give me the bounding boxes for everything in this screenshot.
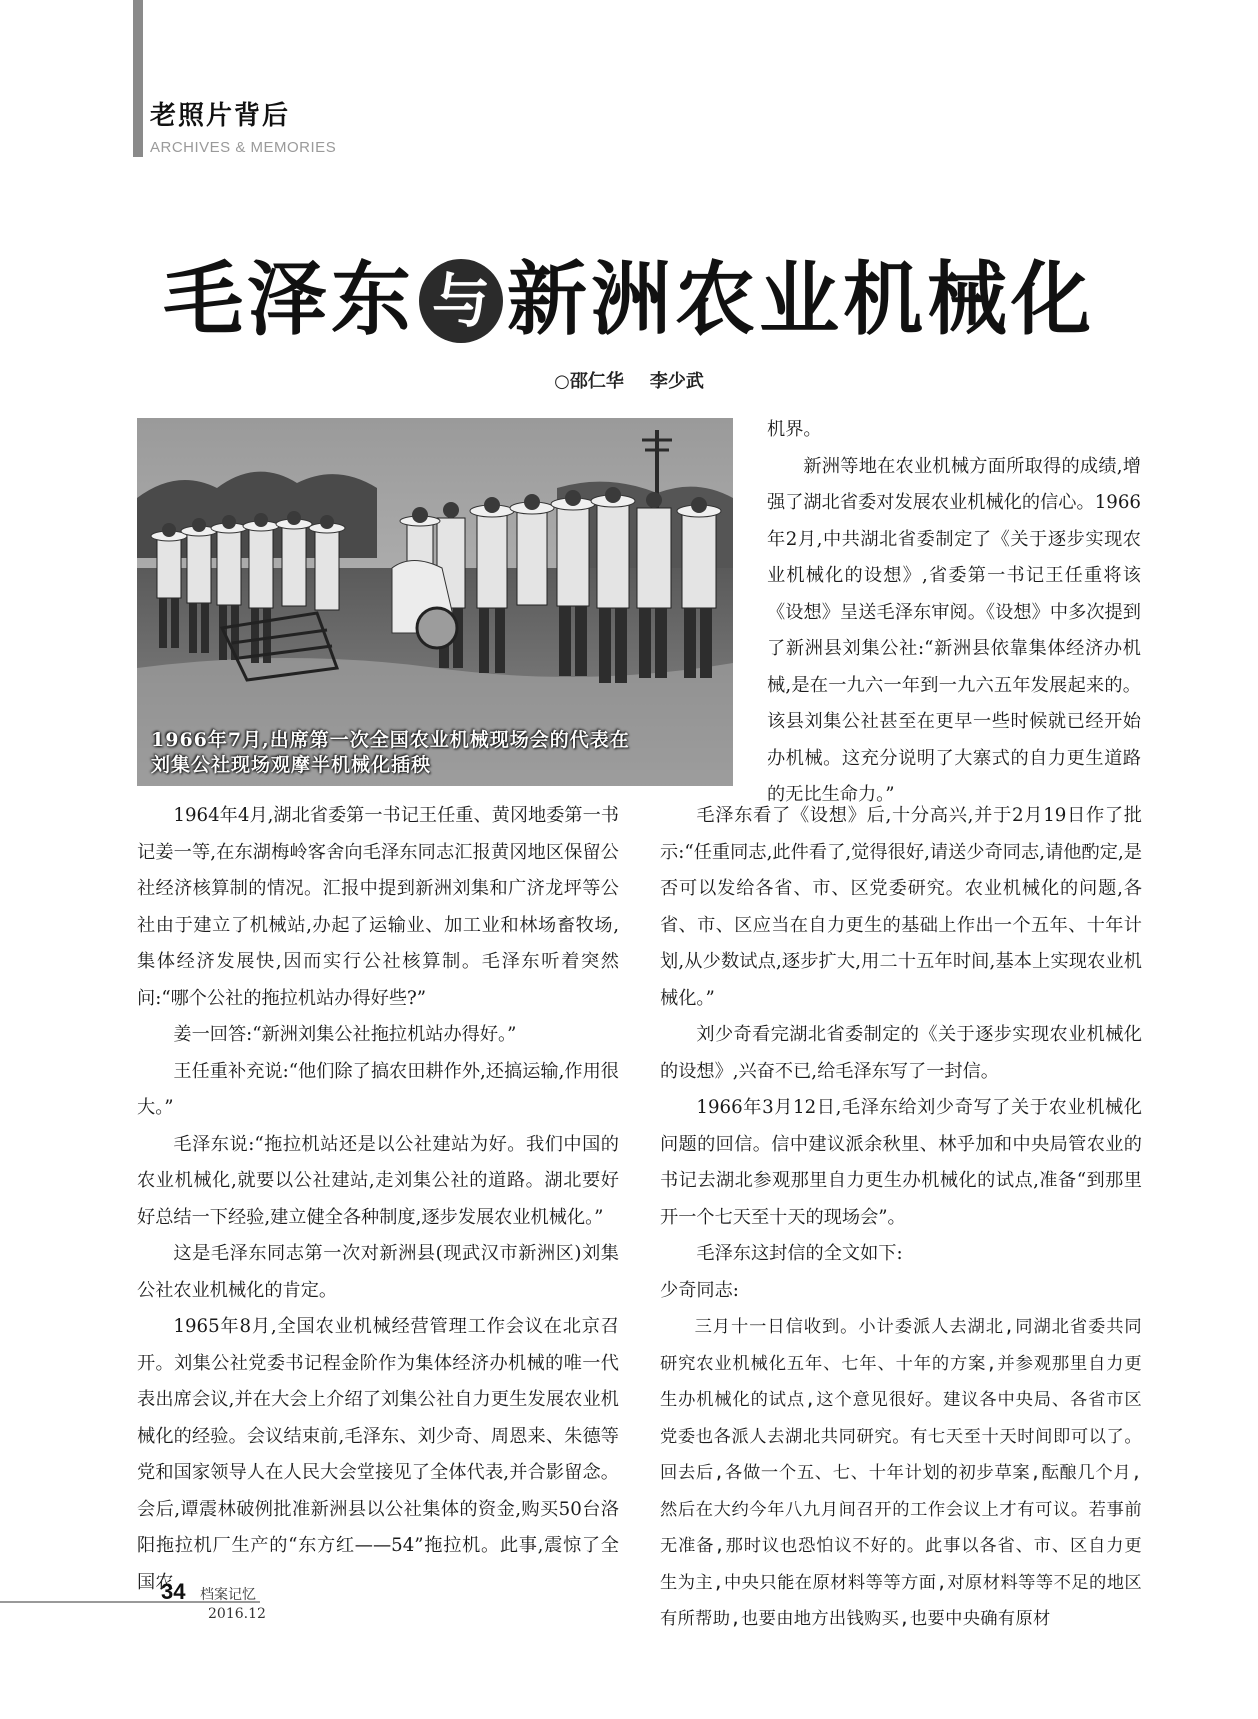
title-part2: 新洲农业机械化 <box>507 253 1095 346</box>
body-paragraph: 刘少奇看完湖北省委制定的《关于逐步实现农业机械化的设想》,兴奋不已,给毛泽东写了一封信。 <box>660 1024 1142 1082</box>
photo-caption <box>137 728 733 778</box>
page-number: 34 <box>161 1579 186 1604</box>
body-paragraph: 毛泽东看了《设想》后,十分高兴,并于2月19日作了批示:“任重同志,此件看了,觉得很好,请送少奇同志,请他酌定,是否可以发给各省、市、区党委研究。农业机械化的问题,各省、市、区应当在自力更生的基础上作出一个五年、十年计划,从少数试点,逐步扩大,用二十五年时间,基本上实现农业机械化。” <box>660 805 1142 1009</box>
left-column <box>137 798 619 1601</box>
body-paragraph: 1965年8月,全国农业机械经营管理工作会议在北京召开。刘集公社党委书记程金阶作为集体经济办机械的唯一代表出席会议,并在大会上介绍了刘集公社自力更生发展农业机械化的经验。会议结束前,毛泽东、刘少奇、周恩来、朱德等党和国家领导人在人民大会堂接见了全体代表,并合影留念。会后,谭震林破例批准新洲县以公社集体的资金,购买50台洛阳拖拉机厂生产的“东方红——54”拖拉机。此事,震惊了全国农 <box>137 1316 619 1593</box>
body-paragraph: 王任重补充说:“他们除了搞农田耕作外,还搞运输,作用很大。” <box>137 1060 619 1118</box>
continuation-text: 机界。 <box>767 419 822 440</box>
author-1: 邵仁华 <box>569 371 624 392</box>
author-2: 李少武 <box>649 371 704 392</box>
article-authors <box>0 367 1258 393</box>
caption-line-1: 1966年7月,出席第一次全国农业机械现场会的代表在 <box>151 729 630 751</box>
body-paragraph: 姜一回答:“新洲刘集公社拖拉机站办得好。” <box>173 1024 517 1045</box>
section-gutter-bar <box>133 0 143 157</box>
right-column <box>660 798 1142 1638</box>
body-paragraph: 这是毛泽东同志第一次对新洲县(现武汉市新洲区)刘集公社农业机械化的肯定。 <box>137 1243 619 1301</box>
body-paragraph: 1966年3月12日,毛泽东给刘少奇写了关于农业机械化问题的回信。信中建议派余秋里、林乎加和中央局管农业的书记去湖北参观那里自力更生办机械化的试点,准备“到那里开一个七天至十天的现场会”。 <box>660 1097 1142 1228</box>
section-subtitle: ARCHIVES & MEMORIES <box>150 139 337 156</box>
issue-date: 2016.12 <box>208 1606 266 1622</box>
author-marker: ○ <box>554 371 570 392</box>
body-paragraph: 1964年4月,湖北省委第一书记王任重、黄冈地委第一书记姜一等,在东湖梅岭客舍向毛泽东同志汇报黄冈地区保留公社经济核算制的情况。汇报中提到新洲刘集和广济龙坪等公社由于建立了机械站,办起了运输业、加工业和林场畜牧场,集体经济发展快,因而实行公社核算制。毛泽东听着突然问:“哪个公社的拖拉机站办得好些?” <box>137 805 619 1009</box>
body-paragraph: 毛泽东这封信的全文如下: <box>696 1243 903 1264</box>
letter-body: 三月十一日信收到。小计委派人去湖北,同湖北省委共同研究农业机械化五年、七年、十年的方案,并参观那里自力更生办机械化的试点,这个意见很好。建议各中央局、各省市区党委也各派人去湖北共同研究。有七天至十天时间即可以了。回去后,各做一个五、七、十年计划的初步草案,酝酿几个月,然后在大约今年八九月间召开的工作会议上才有可议。若事前无准备,那时议也恐怕议不好的。此事以各省、市、区自力更生为主,中央只能在原材料等等方面,对原材料等等不足的地区有所帮助,也要由地方出钱购买,也要中央确有原材 <box>660 1317 1142 1629</box>
historical-photo <box>137 418 733 786</box>
section-title: 老照片背后 <box>150 101 291 131</box>
right-column-top <box>767 412 1141 814</box>
body-paragraph: 新洲等地在农业机械方面所取得的成绩,增强了湖北省委对发展农业机械化的信心。1966年2月,中共湖北省委制定了《关于逐步实现农业机械化的设想》,省委第一书记王任重将该《设想》呈送毛泽东审阅。《设想》中多次提到了新洲县刘集公社:“新洲县依靠集体经济办机械,是在一九六一年到一九六五年发展起来的。该县刘集公社甚至在更早一些时候就已经开始办机械。这充分说明了大寨式的自力更生道路的无比生命力。” <box>767 455 1141 805</box>
body-paragraph: 毛泽东说:“拖拉机站还是以公社建站为好。我们中国的农业机械化,就要以公社建站,走刘集公社的道路。湖北要好好总结一下经验,建立健全各种制度,逐步发展农业机械化。” <box>137 1133 619 1228</box>
title-connector-badge: 与 <box>419 259 503 343</box>
letter-salutation: 少奇同志: <box>660 1279 739 1301</box>
journal-name: 档案记忆 <box>200 1587 256 1603</box>
article-title <box>0 250 1258 350</box>
title-part1: 毛泽东 <box>163 253 415 346</box>
caption-line-2: 刘集公社现场观摩半机械化插秧 <box>151 754 432 776</box>
